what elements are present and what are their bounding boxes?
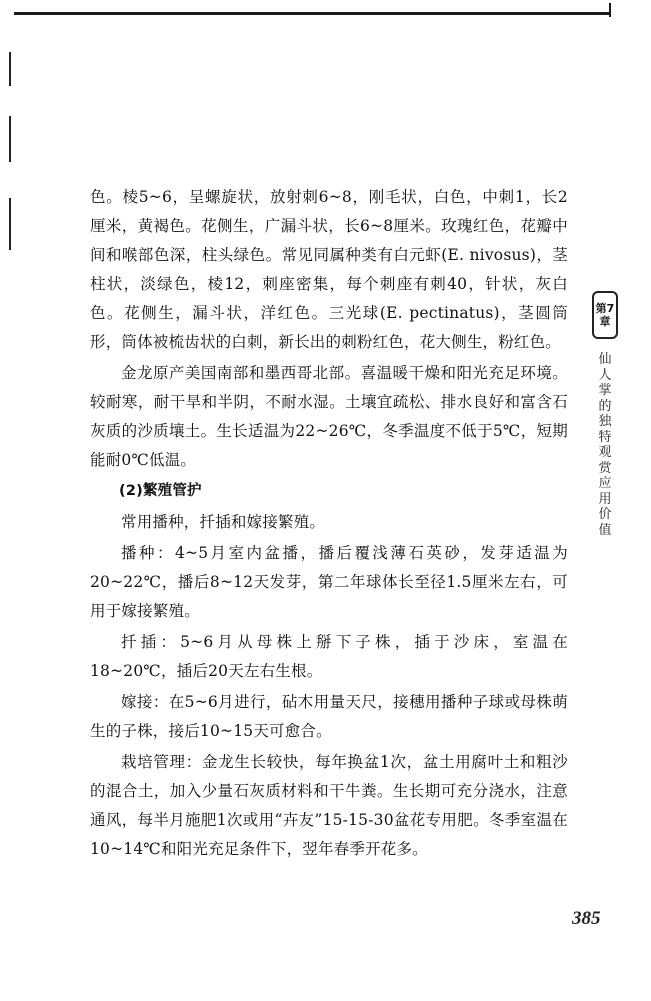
body-text — [90, 183, 568, 866]
chapter-side-title: 仙人掌的独特观赏应用价值 — [598, 352, 612, 538]
paragraph-continued: 色。棱5~6，呈螺旋状，放射刺6~8，刚毛状，白色，中刺1，长2厘米，黄褐色。花侧生，广漏斗状，长6~8厘米。玫瑰红色，花瓣中间和喉部色深，柱头绿色。常见同属种类有白元虾(E. nivosus)，茎柱状，淡绿色，棱12，刺座密集，每个刺座有刺40，针状，灰白色。花侧生，漏斗状，洋红色。三光球(E. pectinatus)，茎圆筒形，筒体被梳齿状的白刺，新长出的刺粉红色，花大侧生，粉红色。 — [90, 188, 568, 351]
chapter-tab — [592, 291, 618, 339]
margin-mark — [9, 198, 11, 250]
paragraph-cultivation: 栽培管理：金龙生长较快，每年换盆1次，盆土用腐叶土和粗沙的混合土，加入少量石灰质材料和干牛粪。生长期可充分浇水，注意通风，每半月施肥1次或用“卉友”15-15-30盆花专用肥。冬季室温在10~14℃和阳光充足条件下，翌年春季开花多。 — [90, 753, 568, 858]
paragraph-grafting: 嫁接：在5~6月进行，砧木用量天尺，接穗用播种子球或母株萌生的子株，接后10~15天可愈合。 — [90, 693, 568, 740]
header-rule — [14, 12, 610, 15]
chapter-tab-number: 第7 — [595, 302, 615, 315]
paragraph-sowing: 播种：4~5月室内盆播，播后覆浅薄石英砂，发芽适温为20~22℃，播后8~12天发芽，第二年球体长至径1.5厘米左右，可用于嫁接繁殖。 — [90, 544, 568, 620]
paragraph-habitat: 金龙原产美国南部和墨西哥北部。喜温暖干燥和阳光充足环境。较耐寒，耐干旱和半阴，不耐水湿。土壤宜疏松、排水良好和富含石灰质的沙质壤土。生长适温为22~26℃，冬季温度不低于5℃，短期能耐0℃低温。 — [90, 364, 568, 469]
paragraph-cutting: 扦插：5~6月从母株上掰下子株，插于沙床，室温在18~20℃，插后20天左右生根。 — [90, 633, 568, 680]
paragraph-propagation-intro: 常用播种，扦插和嫁接繁殖。 — [121, 513, 326, 531]
page-number: 385 — [572, 908, 601, 929]
header-rule-tick — [609, 3, 611, 17]
section-heading: (2)繁殖管护 — [119, 483, 202, 499]
chapter-tab-label: 章 — [599, 315, 611, 328]
margin-mark — [9, 52, 11, 86]
margin-mark — [9, 116, 11, 162]
